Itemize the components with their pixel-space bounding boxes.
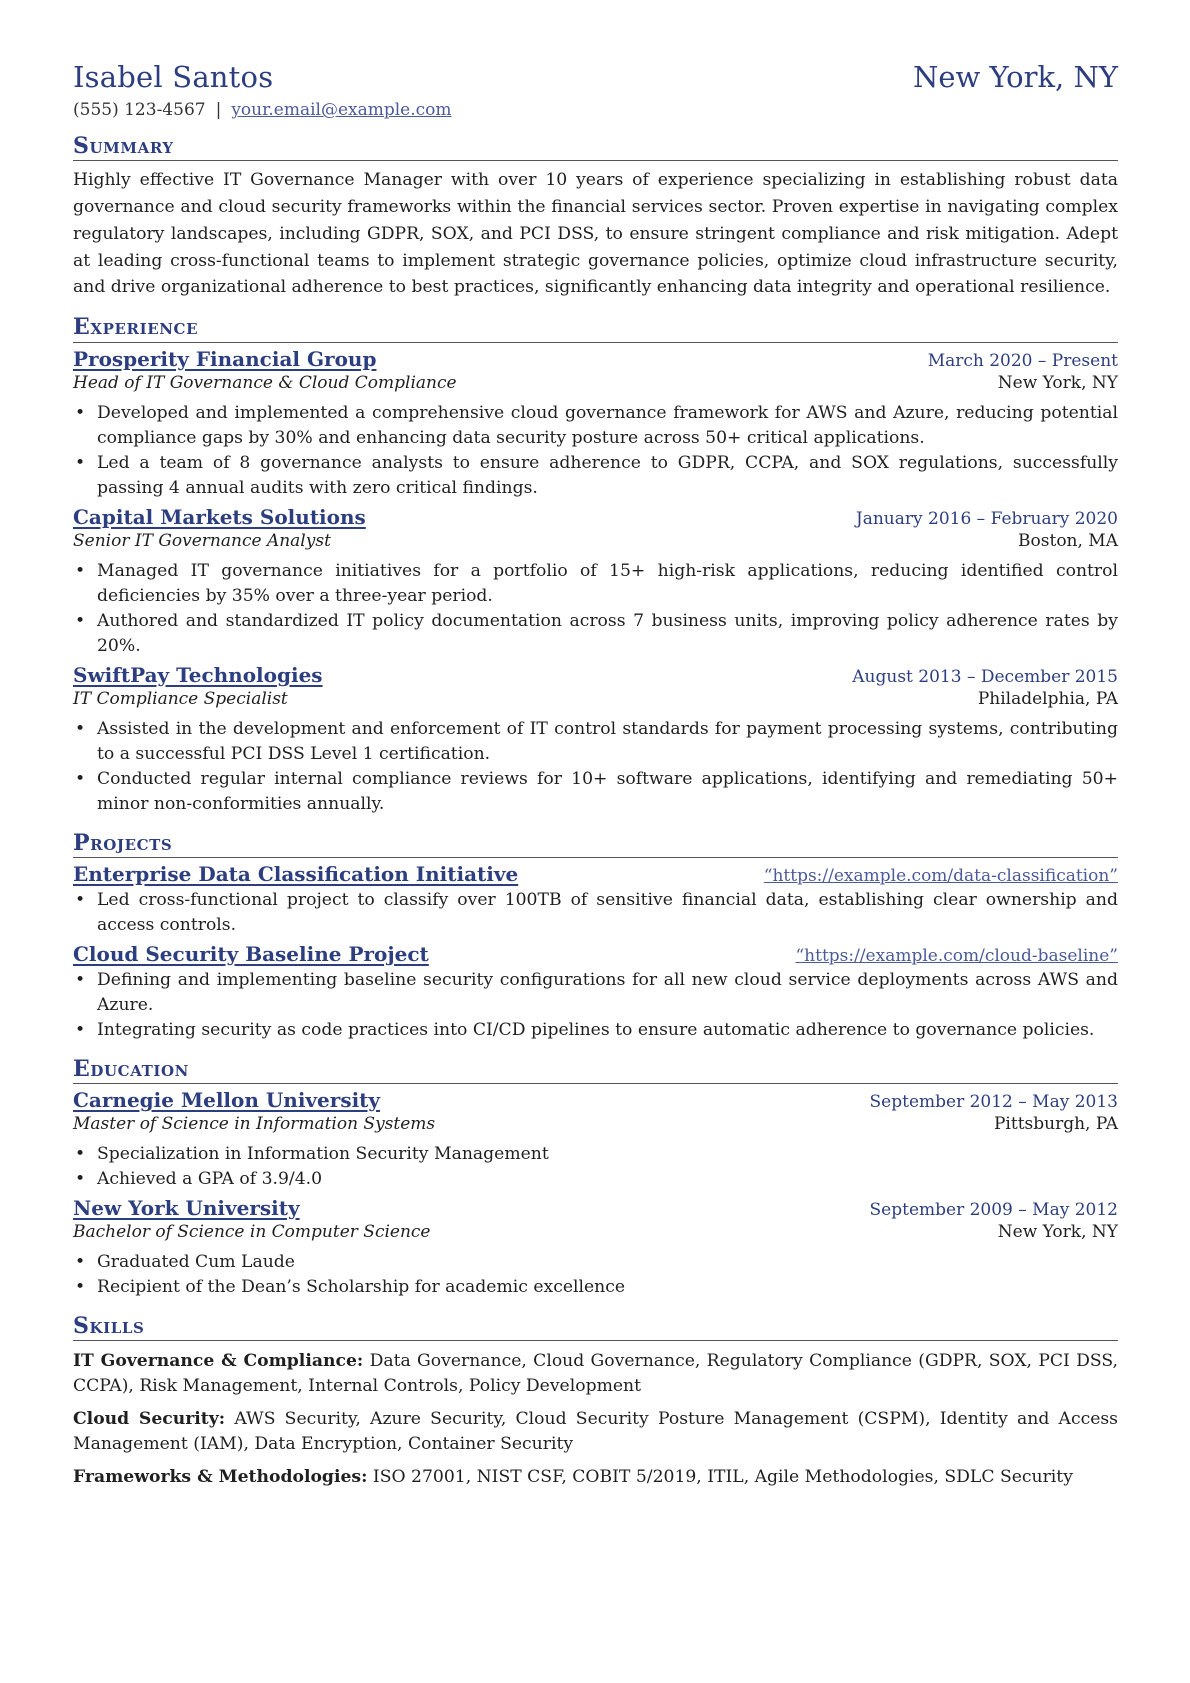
job-title: Head of IT Governance & Cloud Compliance [73, 372, 457, 393]
job-location: Boston, MA [1018, 530, 1118, 551]
bullet-list [73, 968, 1118, 1043]
resume-header [73, 60, 1118, 94]
section-title-experience: Experience [73, 315, 1118, 342]
section-title-skills: Skills [73, 1314, 1118, 1341]
section-title-education: Education [73, 1057, 1118, 1084]
project-entry [73, 862, 1118, 938]
school-location: New York, NY [997, 1222, 1118, 1243]
bullet-list [73, 559, 1118, 659]
company-name[interactable]: Capital Markets Solutions [73, 504, 366, 529]
bullet-item: • Graduated Cum Laude [97, 1250, 1118, 1275]
bullet-item: • Recipient of the Dean’s Scholarship for academic excellence [97, 1275, 1118, 1300]
skill-text: AWS Security, Azure Security, Cloud Security Posture Management (CSPM), Identity and Access Management (IAM), Data Encryption, Container Security [73, 1409, 1119, 1455]
school-location: Pittsburgh, PA [993, 1114, 1118, 1135]
contact-separator: | [215, 100, 222, 120]
skill-group [73, 1465, 1118, 1490]
bullet-item: • Led cross-functional project to classify over 100TB of sensitive financial data, establishing clear ownership and access controls. [97, 888, 1118, 938]
skill-group [73, 1407, 1118, 1457]
employment-dates: August 2013 – December 2015 [852, 666, 1118, 687]
phone-number: (555) 123-4567 [73, 100, 206, 120]
education-entry [73, 1196, 1118, 1300]
skill-text: Data Governance, Cloud Governance, Regulatory Compliance (GDPR, SOX, PCI DSS, CCPA), Risk Management, Internal Controls, Policy Development [73, 1351, 1118, 1397]
education-dates: September 2012 – May 2013 [869, 1092, 1118, 1113]
bullet-item: • Conducted regular internal compliance reviews for 10+ software applications, identifying and remediating 50+ minor non-conformities annually. [97, 767, 1118, 817]
company-name[interactable]: SwiftPay Technologies [73, 662, 323, 687]
bullet-item: • Integrating security as code practices into CI/CD pipelines to ensure automatic adherence to governance policies. [97, 1018, 1118, 1043]
bullet-item: • Defining and implementing baseline security configurations for all new cloud service deployments across AWS and Azure. [97, 968, 1118, 1018]
candidate-name: Isabel Santos [73, 60, 274, 94]
bullet-item: • Authored and standardized IT policy documentation across 7 business units, improving policy adherence rates by 20%. [97, 609, 1118, 659]
bullet-list [73, 401, 1118, 501]
email-link[interactable]: your.email@example.com [231, 100, 452, 120]
job-title: Senior IT Governance Analyst [73, 530, 331, 551]
school-name[interactable]: Carnegie Mellon University [73, 1088, 381, 1113]
candidate-location: New York, NY [912, 60, 1118, 94]
degree: Bachelor of Science in Computer Science [73, 1222, 431, 1243]
bullet-item: • Assisted in the development and enforcement of IT control standards for payment processing systems, contributing to a successful PCI DSS Level 1 certification. [97, 717, 1118, 767]
section-title-summary: Summary [73, 134, 1118, 161]
skill-text: ISO 27001, NIST CSF, COBIT 5/2019, ITIL, Agile Methodologies, SDLC Security [372, 1467, 1073, 1488]
job-location: New York, NY [997, 372, 1118, 393]
employment-dates: January 2016 – February 2020 [855, 508, 1118, 529]
project-title[interactable]: Cloud Security Baseline Project [73, 941, 429, 966]
skill-label: Frameworks & Methodologies: [73, 1467, 368, 1488]
contact-line [73, 100, 1118, 120]
degree: Master of Science in Information Systems [73, 1114, 436, 1135]
bullet-list [73, 1142, 1118, 1192]
experience-entry [73, 347, 1118, 501]
bullet-list [73, 717, 1118, 817]
education-dates: September 2009 – May 2012 [869, 1200, 1118, 1221]
bullet-item: • Led a team of 8 governance analysts to ensure adherence to GDPR, CCPA, and SOX regulations, successfully passing 4 annual audits with zero critical findings. [97, 451, 1118, 501]
experience-entry [73, 505, 1118, 659]
section-title-projects: Projects [73, 831, 1118, 858]
job-title: IT Compliance Specialist [73, 688, 288, 709]
bullet-item: • Achieved a GPA of 3.9/4.0 [97, 1167, 1118, 1192]
education-entry [73, 1088, 1118, 1192]
summary-text: Highly effective IT Governance Manager with over 10 years of experience specializing in establishing robust data governance and cloud security frameworks within the financial services sector. Proven expertise in navigating complex regulatory landscapes, including GDPR, SOX, and PCI DSS, to ensure stringent compliance and risk mitigation. Adept at leading cross-functional teams to implement strategic governance policies, optimize cloud infrastructure security, and drive organizational adherence to best practices, significantly enhancing data integrity and operational resilience. [73, 170, 1118, 298]
employment-dates: March 2020 – Present [927, 350, 1118, 371]
project-title[interactable]: Enterprise Data Classification Initiative [73, 861, 519, 886]
bullet-item: • Developed and implemented a comprehensive cloud governance framework for AWS and Azure, reducing potential compliance gaps by 30% and enhancing data security posture across 50+ critical applications. [97, 401, 1118, 451]
project-link[interactable]: “https://example.com/cloud-baseline” [795, 945, 1118, 966]
bullet-list [73, 1250, 1118, 1300]
experience-entry [73, 663, 1118, 817]
project-link[interactable]: “https://example.com/data-classification” [763, 865, 1118, 886]
skill-label: IT Governance & Compliance: [73, 1351, 364, 1372]
bullet-item: • Specialization in Information Security Management [97, 1142, 1118, 1167]
school-name[interactable]: New York University [73, 1196, 300, 1221]
skill-label: Cloud Security: [73, 1409, 226, 1430]
bullet-list [73, 888, 1118, 938]
company-name[interactable]: Prosperity Financial Group [73, 346, 377, 371]
job-location: Philadelphia, PA [977, 688, 1118, 709]
bullet-item: • Managed IT governance initiatives for a portfolio of 15+ high-risk applications, reducing identified control deficiencies by 35% over a three-year period. [97, 559, 1118, 609]
skill-group [73, 1349, 1118, 1399]
project-entry [73, 942, 1118, 1043]
